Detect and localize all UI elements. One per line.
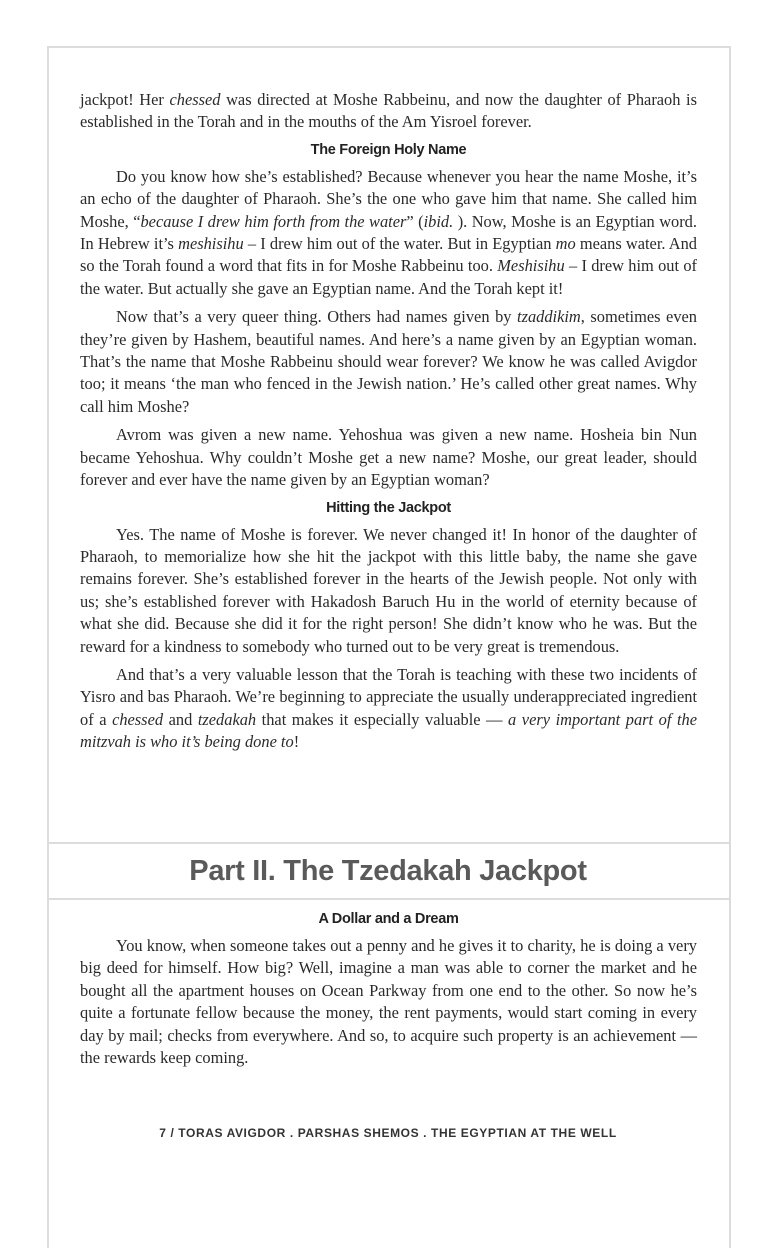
part-title: Part II. The Tzedakah Jackpot [47,842,729,900]
text: ). Now, Moshe is an Egyptian word. In Hebrew it’s [80,211,697,254]
text: and [163,709,198,729]
text: ” ( [406,211,424,231]
italic-text: chessed [112,709,164,729]
paragraph [80,306,697,418]
text: Do you know how she’s established? Because whenever you hear the name Moshe, it’s an echo of the daughter of Pharaoh. She’s the one who gave him that name. She called him Moshe, “ [80,166,697,231]
text: – I drew him out of the water. But actually she gave an Egyptian name. And the Torah kept it! [80,256,697,298]
section-heading: The Foreign Holy Name [310,141,467,158]
text: You know, when someone takes out a penny and he gives it to charity, he is doing a very big deed for himself. How big? Well, imagine a man was able to corner the market and he bought all the apartment houses on Ocean Parkway from one end to the other. So now he’s quite a fortunate fellow because the money, the rent payments, would start coming in every day by mail; checks from everywhere. And so, to acquire such property is an achievement — the rewards keep coming. [80,936,697,1068]
text: , sometimes even they’re given by Hashem, beautiful names. And here’s a name given by an Egyptian woman. That’s the name that Moshe Rabbeinu should wear forever? We know he was called Avigdor too; it means ‘the man who fenced in the Jewish nation.’ He’s called other great names. Why call him Moshe? [80,307,698,416]
section-one-body [80,89,697,760]
text: means water. And so the Torah found a word that fits in for Moshe Rabbeinu too. [80,234,697,276]
text: that makes it especially valuable — [256,709,509,729]
paragraph [80,89,697,134]
italic-text: a very important part of the mitzvah is who it’s being done to [80,709,698,752]
text: was directed at Moshe Rabbeinu, and now the daughter of Pharaoh is established in the Torah and in the mouths of the Am Yisroel forever. [80,90,697,132]
italic-text: mo [555,234,576,254]
italic-text: tzaddikim [517,307,581,327]
page-footer: 7 / TORAS AVIGDOR . PARSHAS SHEMOS . THE EGYPTIAN AT THE WELL [159,1126,617,1140]
paragraph [80,935,697,1069]
paragraph [80,424,697,491]
italic-text: ibid. [423,211,454,231]
text: ! [293,732,300,752]
italic-text: because I drew him forth from the water [140,211,407,231]
paragraph [80,524,697,658]
section-heading: Hitting the Jackpot [326,499,451,516]
paragraph [80,664,697,754]
section-heading: A Dollar and a Dream [318,911,459,927]
section-two-body [80,904,697,1075]
text: Yes. The name of Moshe is forever. We never changed it! In honor of the daughter of Pharaoh, to memorialize how she hit the jackpot with this little baby, the name she gave remains forever. She’s established forever in the hearts of the Jewish people. Not only with us; she’s established forever with Hakadosh Baruch Hu in the world of eternity because of what she did. Because she did it for the right person! She didn’t know who he was. But the reward for a kindness to somebody who turned out to be very great is tremendous. [80,524,697,656]
text: Avrom was given a new name. Yehoshua was given a new name. Hosheia bin Nun became Yehoshua. Why couldn’t Moshe get a new name? Moshe, our great leader, should forever and ever have the name given by an Egyptian woman? [80,425,697,490]
text: jackpot! Her [80,90,170,109]
italic-text: Meshisihu [497,256,565,276]
text: – I drew him out of the water. But in Egyptian [243,234,556,254]
italic-text: chessed [169,90,221,109]
paragraph [80,166,697,300]
italic-text: tzedakah [197,709,257,729]
italic-text: meshisihu [178,234,244,254]
text: Now that’s a very queer thing. Others had names given by [116,307,518,327]
text: And that’s a very valuable lesson that the Torah is teaching with these two incidents of Yisro and bas Pharaoh. We’re beginning to appreciate the usually underappreciated ingredient of a [80,664,697,729]
